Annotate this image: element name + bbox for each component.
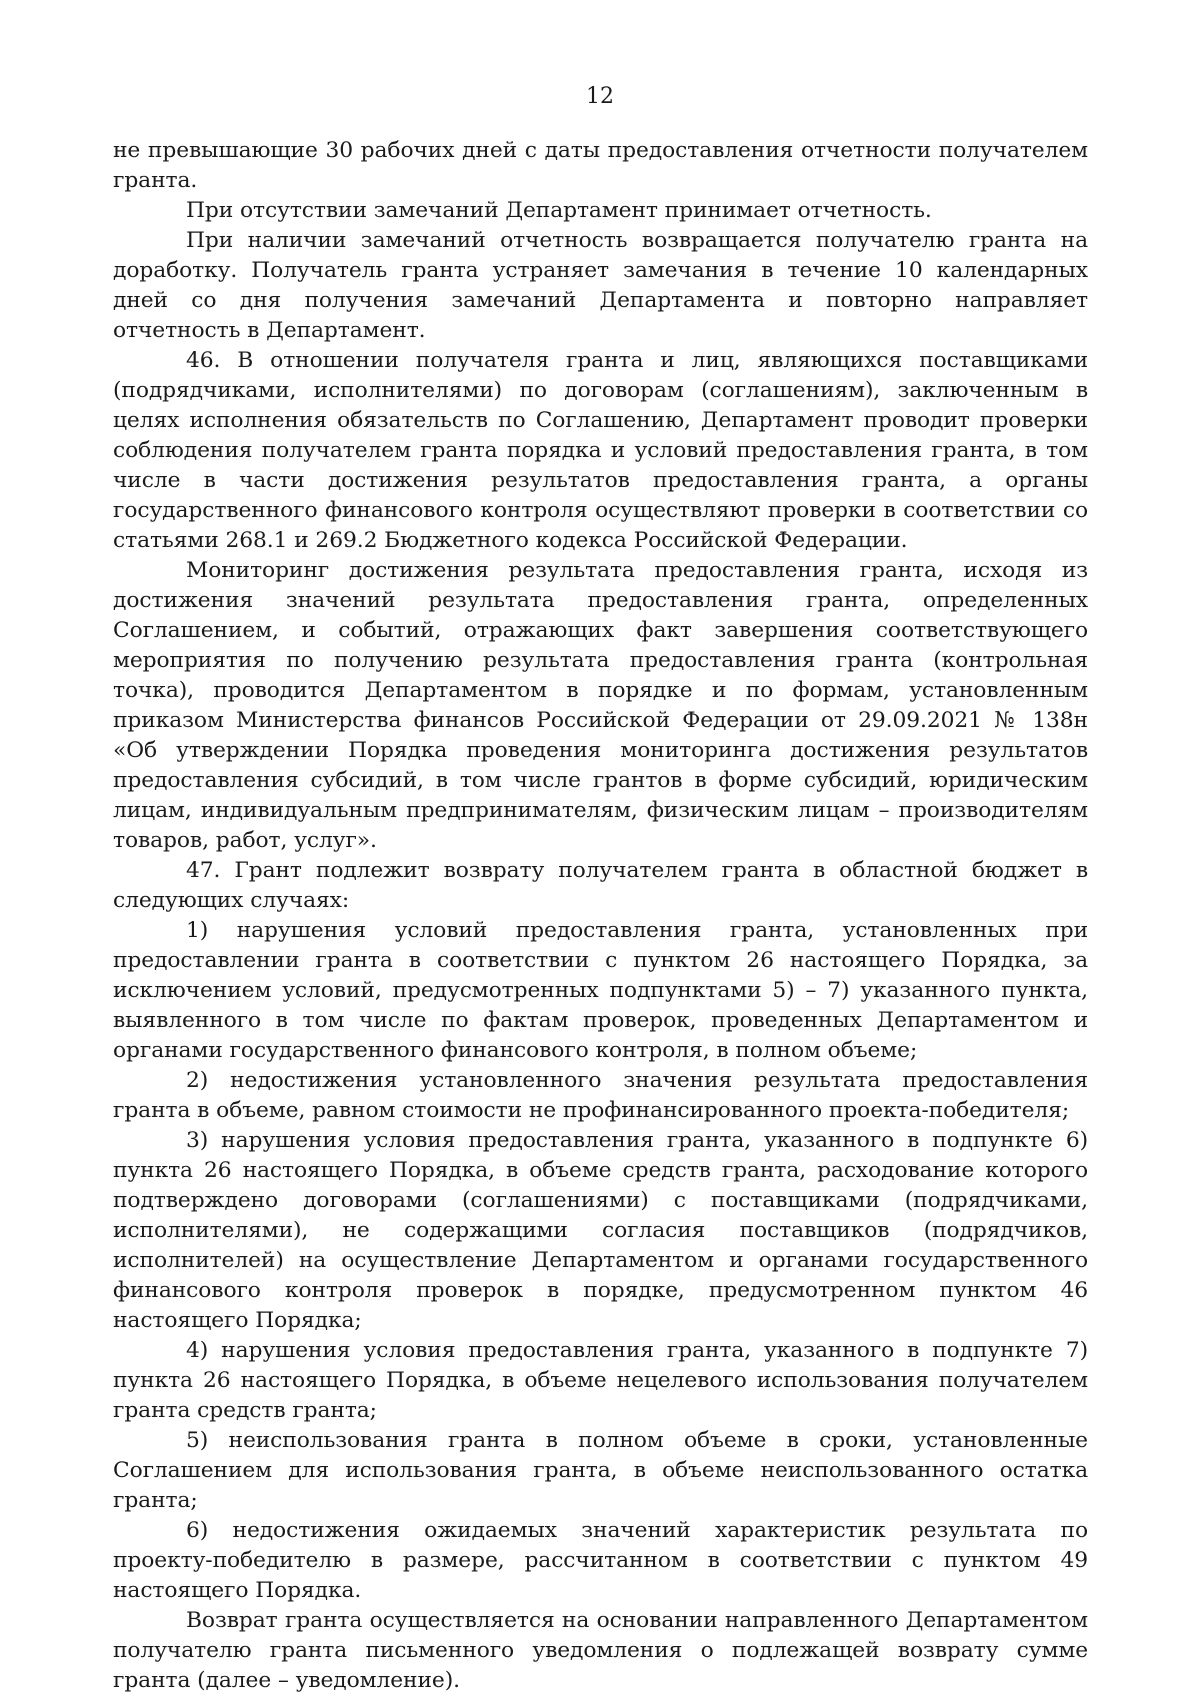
document-body xyxy=(113,136,1088,1696)
paragraph-with-remarks: При наличии замечаний отчетность возвращается получателю гранта на доработку. Получатель гранта устраняет замечания в течение 10 календарных дней со дня получения замечаний Департамента и повторно направляет отчетность в Департамент. xyxy=(113,228,1088,343)
list-item-1: 1) нарушения условий предоставления гранта, установленных при предоставлении гранта в соответствии с пунктом 26 настоящего Порядка, за исключением условий, предусмотренных подпунктами 5) – 7) указанного пункта, выявленного в том числе по фактам проверок, проведенных Департаментом и органами государственного финансового контроля, в полном объеме; xyxy=(113,918,1088,1063)
paragraph-refund-notice: Возврат гранта осуществляется на основании направленного Департаментом получателю гранта письменного уведомления о подлежащей возврату сумме гранта (далее – уведомление). xyxy=(113,1608,1088,1693)
paragraph-continuation: не превышающие 30 рабочих дней с даты предоставления отчетности получателем гранта. xyxy=(113,138,1088,193)
list-item-5: 5) неиспользования гранта в полном объеме в сроки, установленные Соглашением для использования гранта, в объеме неиспользованного остатка гранта; xyxy=(113,1428,1088,1513)
page-number: 12 xyxy=(586,84,614,109)
list-item-2: 2) недостижения установленного значения результата предоставления гранта в объеме, равном стоимости не профинансированного проекта-победителя; xyxy=(113,1068,1088,1123)
list-item-3: 3) нарушения условия предоставления гранта, указанного в подпункте 6) пункта 26 настоящего Порядка, в объеме средств гранта, расходование которого подтверждено договорами (соглашениями) с поставщиками (подрядчиками, исполнителями), не содержащими согласия поставщиков (подрядчиков, исполнителей) на осуществление Департаментом и органами государственного финансового контроля проверок в порядке, предусмотренном пунктом 46 настоящего Порядка; xyxy=(113,1128,1088,1333)
list-item-4: 4) нарушения условия предоставления гранта, указанного в подпункте 7) пункта 26 настоящего Порядка, в объеме нецелевого использования получателем гранта средств гранта; xyxy=(113,1338,1088,1423)
paragraph-item-47: 47. Грант подлежит возврату получателем гранта в областной бюджет в следующих случаях: xyxy=(113,858,1088,913)
list-item-6: 6) недостижения ожидаемых значений характеристик результата по проекту-победителю в размере, рассчитанном в соответствии с пунктом 49 настоящего Порядка. xyxy=(113,1518,1088,1603)
paragraph-monitoring: Мониторинг достижения результата предоставления гранта, исходя из достижения значений результата предоставления гранта, определенных Соглашением, и событий, отражающих факт завершения соответствующего мероприятия по получению результата предоставления гранта (контрольная точка), проводится Департаментом в порядке и по формам, установленным приказом Министерства финансов Российской Федерации от 29.09.2021 № 138н «Об утверждении Порядка проведения мониторинга достижения результатов предоставления субсидий, в том числе грантов в форме субсидий, юридическим лицам, индивидуальным предпринимателям, физическим лицам – производителям товаров, работ, услуг». xyxy=(113,558,1088,853)
paragraph-item-46: 46. В отношении получателя гранта и лиц, являющихся поставщиками (подрядчиками, исполнителями) по договорам (соглашениям), заключенным в целях исполнения обязательств по Соглашению, Департамент проводит проверки соблюдения получателем гранта порядка и условий предоставления гранта, в том числе в части достижения результатов предоставления гранта, а органы государственного финансового контроля осуществляют проверки в соответствии со статьями 268.1 и 269.2 Бюджетного кодекса Российской Федерации. xyxy=(113,348,1088,553)
paragraph-no-remarks: При отсутствии замечаний Департамент принимает отчетность. xyxy=(186,198,932,223)
